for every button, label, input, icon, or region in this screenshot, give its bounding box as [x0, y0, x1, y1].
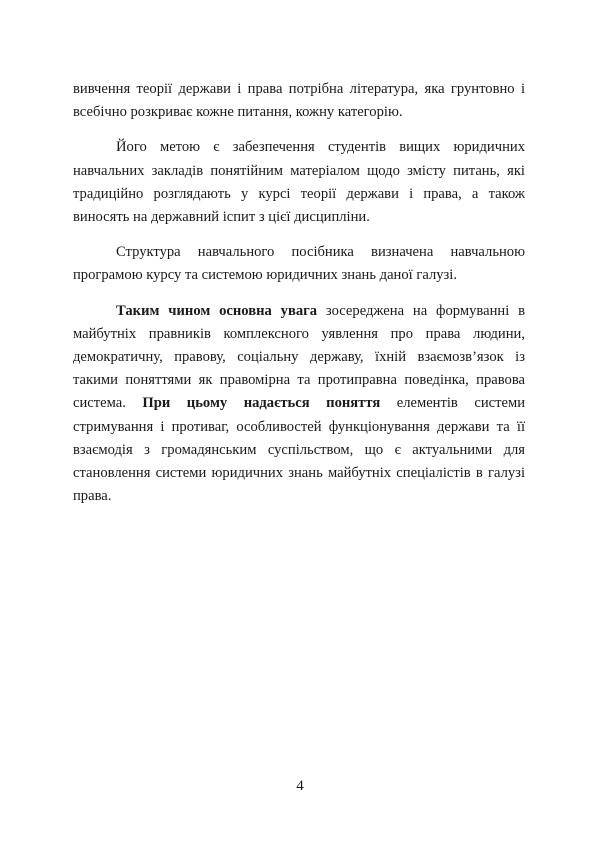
paragraph-3-text: Структура навчального посібника визначена навчальною програмою курсу та системою юридичних знань даної галузі.: [73, 244, 525, 284]
paragraph-1-text: вивчення теорії держави і права потрібна література, яка грунтовно і всебічно розкриває кожне питання, кожну категорію.: [73, 81, 525, 121]
page-number: 4: [296, 778, 304, 794]
paragraph-4-bold-lead: Таким чином основна увага: [116, 302, 318, 319]
paragraph-4-text-b: елементів системи стримування і противаг, особливостей функціонування держави та її взаємодія з громадянським суспільством, що є актуальними для становлення системи юридичних знань майбутніх спеціалістів в галузі права.: [73, 395, 526, 505]
paragraph-3: [73, 241, 525, 287]
paragraph-4: [73, 300, 525, 509]
page-body: [73, 78, 525, 508]
paragraph-2-text: Його метою є забезпечення студентів вищих юридичних навчальних закладів понятійним матеріалом щодо змісту питань, які традиційно розглядають у курсі теорії держави і права, а також виносять на державний іспит з цієї дисципліни.: [73, 139, 525, 226]
paragraph-1: [73, 78, 525, 124]
paragraph-2: [73, 136, 525, 229]
paragraph-4-text-a: зосереджена на формуванні в майбутніх правників комплексного уявлення про права людини, демократичну, правову, соціальну державу, їхній взаємозв’язок із такими поняттями як правомірна та протиправна поведінка, правова система.: [73, 302, 525, 412]
paragraph-4-bold-mid: При цьому надається поняття: [142, 395, 381, 412]
